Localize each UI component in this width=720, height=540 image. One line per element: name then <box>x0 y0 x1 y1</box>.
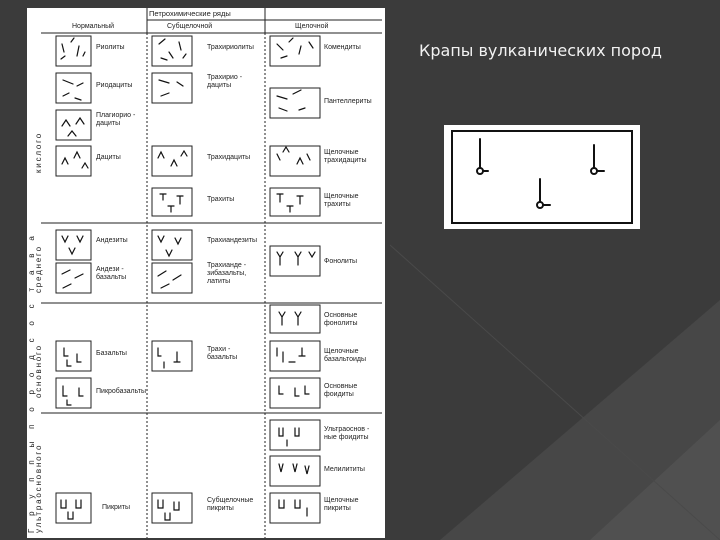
label-dacites: Дациты <box>96 154 121 161</box>
label-plagiorhyodacites: Плагиорио - дациты <box>96 112 136 127</box>
column-header-alkaline: Щелочной <box>295 23 329 30</box>
basic-phonolites-box <box>270 305 320 333</box>
label-trachybasalts: Трахи - базальты <box>207 346 238 361</box>
label-alkaline-picrites: Щелочные пикриты <box>324 497 359 512</box>
crape-symbol-3 <box>540 179 550 205</box>
trachyandesibasalts-box <box>152 263 192 293</box>
label-melilitites: Мелилититы <box>324 466 365 473</box>
label-ultrabasic-foidites: Ультраоснов - ные фоидиты <box>324 426 370 441</box>
label-picrobasalts: Пикробазальты <box>96 388 146 395</box>
label-basalts: Базальты <box>96 350 127 357</box>
label-phonolites: Фонолиты <box>324 258 358 265</box>
label-pantellerites: Пантеллериты <box>324 98 372 105</box>
label-basic-phonolites: Основные фонолиты <box>324 312 358 327</box>
label-andesibasalts: Андези - базальты <box>96 266 127 281</box>
alkaline-trachytes-box <box>270 188 320 216</box>
label-picrites: Пикриты <box>102 504 131 511</box>
label-rhyodacites: Риодациты <box>96 82 133 89</box>
petrochemical-table <box>27 8 385 538</box>
trachydacites-box <box>152 146 192 176</box>
label-rhyolites: Риолиты <box>96 44 125 51</box>
label-trachyrhyodacites: Трахирио - дациты <box>207 74 243 89</box>
label-subalkaline-picrites: Субщелочные пикриты <box>207 497 254 512</box>
column-header-normal: Нормальный <box>72 23 115 30</box>
basalts-box <box>56 341 91 371</box>
label-comendites: Комендиты <box>324 44 361 51</box>
crape-symbols <box>444 125 640 229</box>
label-trachyandesites: Трахиандезиты <box>207 237 258 244</box>
group-acid-label: кислого <box>34 132 43 173</box>
plagiorhyodacites-box <box>56 110 91 140</box>
crape-symbol-1 <box>480 139 488 171</box>
trachyrhyodacites-box <box>152 73 192 103</box>
trachytes-box <box>152 188 192 216</box>
label-trachyrhyolites: Трахириолиты <box>207 44 254 51</box>
label-trachyandesibasalts: Трахианде - зибазальты, латиты <box>207 262 247 285</box>
label-basic-foidites: Основные фоидиты <box>324 383 358 398</box>
header-petrochemical-series: Петрохимические ряды <box>149 9 231 18</box>
crape-symbol-2 <box>594 145 604 171</box>
picrobasalts-box <box>56 378 91 408</box>
trachyrhyolites-box <box>152 36 192 66</box>
crape-illustration <box>444 125 640 229</box>
label-alkaline-trachydacites: Щелочные трахидациты <box>324 149 367 164</box>
andesites-box <box>56 230 91 260</box>
label-trachytes: Трахиты <box>207 196 235 203</box>
alkaline-trachydacites-box <box>270 146 320 176</box>
group-intermediate-label: среднего <box>34 245 43 293</box>
column-header-subalkaline: Субщелочной <box>167 23 213 30</box>
trachyandesites-box <box>152 230 192 260</box>
label-andesites: Андезиты <box>96 237 128 244</box>
comendites-box <box>270 36 320 66</box>
label-alkaline-trachytes: Щелочные трахиты <box>324 193 359 208</box>
group-basic-label: основного <box>34 344 43 398</box>
rhyodacites-box <box>56 73 91 103</box>
phonolites-box <box>270 246 320 276</box>
label-alkaline-basaltoids: Щелочные базальтоиды <box>324 348 366 363</box>
rock-groups-label: Г р у п п ы п о р о д с о с т а в а <box>27 230 36 533</box>
group-ultrabasic-label: ультраосновного <box>34 443 43 533</box>
dacites-box <box>56 146 91 176</box>
table-grid <box>27 8 385 538</box>
rhyolites-box <box>56 36 91 66</box>
label-trachydacites: Трахидациты <box>207 154 251 161</box>
andesibasalts-box <box>56 263 91 293</box>
slide-title: Крапы вулканических пород <box>419 41 662 60</box>
